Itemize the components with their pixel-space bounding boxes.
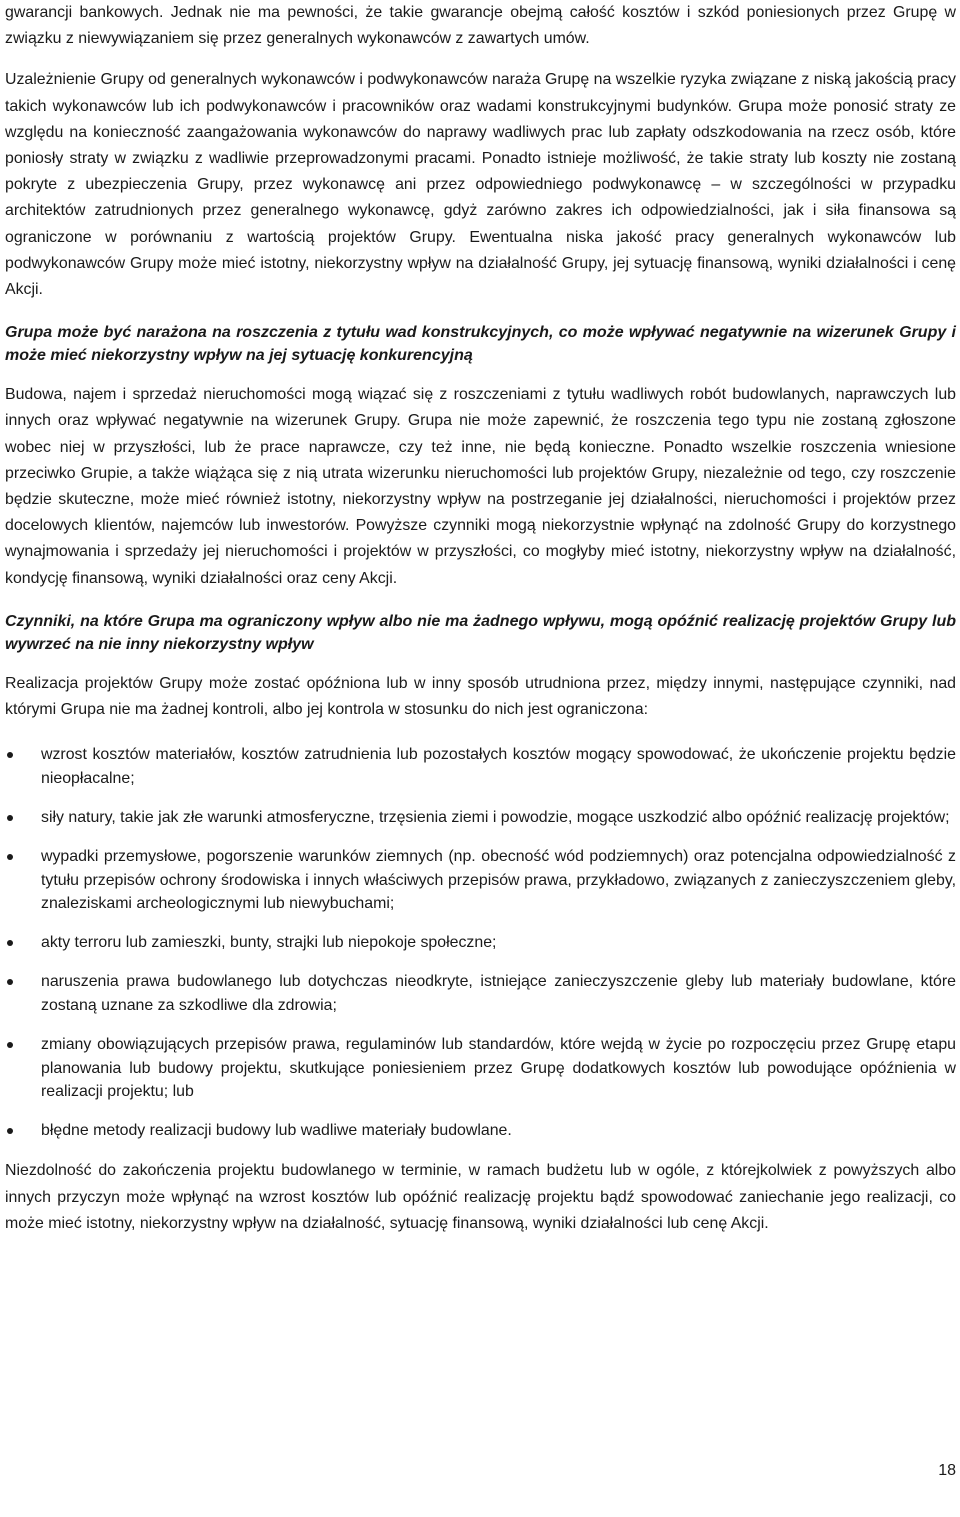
paragraph-delay-factors-intro: Realizacja projektów Grupy może zostać opóźniona lub w inny sposób utrudniona przez, między innymi, następujące czynniki, nad którymi Grupa nie ma żadnej kontroli, albo jej kontrola w stosunku do nich jest ograniczona: [5,674,956,719]
list-item: zmiany obowiązujących przepisów prawa, regulaminów lub standardów, które wejdą w życie po rozpoczęciu przez Grupę etapu planowania lub budowy projektu, skutkujące poniesieniem przez Grupę dodatkowych kosztów lub powodujące opóźnienia w realizacji projektu; lub [5,1033,956,1104]
list-item: siły natury, takie jak złe warunki atmosferyczne, trzęsienia ziemi i powodzie, mogące uszkodzić albo opóźnić realizację projektów; [5,806,956,830]
bullet-icon [7,1042,13,1048]
section-heading-uncontrolled-factors: Czynniki, na które Grupa ma ograniczony wpływ albo nie ma żadnego wpływu, mogą opóźnić realizację projektów Grupy lub wywrzeć na nie inny niekorzystny wpływ [5,612,956,653]
list-item: wzrost kosztów materiałów, kosztów zatrudnienia lub pozostałych kosztów mogący spowodować, że ukończenie projektu będzie nieopłacalne; [5,743,956,790]
bullet-icon [7,940,13,946]
list-item: wypadki przemysłowe, pogorszenie warunków ziemnych (np. obecność wód podziemnych) oraz potencjalna odpowiedzialność z tytułu przepisów ochrony środowiska i innych właściwych przepisów prawa, przykładowo, związanych z zanieczyszczeniem gleby, znaleziskami archeologicznymi lub niewybuchami; [5,845,956,916]
paragraph-construction-claims: Budowa, najem i sprzedaż nieruchomości mogą wiązać się z roszczeniami z tytułu wadliwych robót budowlanych, naprawczych lub innych oraz wpływać negatywnie na wizerunek Grupy. Grupa nie może zapewnić, że roszczenia tego typu nie zostaną zgłoszone wobec niej w przyszłości, lub że prace naprawcze, czy też inne, nie będą konieczne. Ponadto wszelkie roszczenia wniesione przeciwko Grupie, a także wiążąca się z nią utrata wizerunku nieruchomości lub projektów Grupy, niezależnie od tego, czy roszczenie będzie skuteczne, może mieć również istotny, niekorzystny wpływ na postrzeganie jej działalności, nieruchomości i projektów przez docelowych klientów, najemców lub inwestorów. Powyższe czynniki mogą niekorzystnie wpłynąć na zdolność Grupy do korzystnego wynajmowania i sprzedaży jej nieruchomości i projektów w przyszłości, co mogłyby mieć istotny, niekorzystny wpływ na działalność, kondycję finansową, wyniki działalności oraz ceny Akcji. [5,386,956,587]
bullet-icon [7,979,13,985]
bullet-icon [7,1128,13,1134]
section-heading-construction-defects: Grupa może być narażona na roszczenia z tytułu wad konstrukcyjnych, co może wpływać negatywnie na wizerunek Grupy i może mieć niekorzystny wpływ na jej sytuację konkurencyjną [5,324,956,365]
paragraph-contractor-dependency: Uzależnienie Grupy od generalnych wykonawców i podwykonawców naraża Grupę na wszelkie ryzyka związane z niską jakością pracy takich wykonawców lub ich podwykonawców i pracowników oraz wadami konstrukcyjnymi budynków. Grupa może ponosić straty ze względu na konieczność zaangażowania wykonawców do naprawy wadliwych prac lub zapłaty odszkodowania na rzecz osób, które poniosły straty w związku z wadliwie przeprowadzonymi pracami. Ponadto istnieje możliwość, że takie straty lub koszty nie zostaną pokryte z ubezpieczenia Grupy, przez wykonawcę ani przez odpowiedniego podwykonawcę – w szczególności w przypadku architektów zatrudnionych przez generalnego wykonawcę, gdyż zarówno zakres ich odpowiedzialności, jak i siła finansowa są ograniczone w porównaniu z wartością projektów Grupy. Ewentualna niska jakość pracy generalnych wykonawców lub podwykonawców Grupy może mieć istotny, niekorzystny wpływ na działalność Grupy, jej sytuację finansową, wyniki działalności i cenę Akcji. [5,71,956,299]
bullet-icon [7,854,13,860]
bullet-icon [7,815,13,821]
delay-factors-list [5,743,956,1143]
list-item: błędne metody realizacji budowy lub wadliwe materiały budowlane. [5,1119,956,1143]
list-item: akty terroru lub zamieszki, bunty, strajki lub niepokoje społeczne; [5,931,956,955]
document-page [5,0,956,1237]
paragraph-continuation: gwarancji bankowych. Jednak nie ma pewności, że takie gwarancje obejmą całość kosztów i szkód poniesionych przez Grupę w związku z niewywiązaniem się przez generalnych wykonawców z zawartych umów. [5,4,956,48]
list-item: naruszenia prawa budowlanego lub dotychczas nieodkryte, istniejące zanieczyszczenie gleby lub materiały budowlane, które zostaną uznane za szkodliwe dla zdrowia; [5,970,956,1017]
paragraph-delay-consequences: Niezdolność do zakończenia projektu budowlanego w terminie, w ramach budżetu lub w ogóle, z którejkolwiek z powyższych albo innych przyczyn może wpłynąć na wzrost kosztów lub opóźnić realizację projektu bądź spowodować zaniechanie jego realizacji, co może mieć istotny, niekorzystny wpływ na działalność, sytuację finansową, wyniki działalności lub cenę Akcji. [5,1162,956,1232]
page-number: 18 [938,1462,956,1479]
bullet-icon [7,752,13,758]
